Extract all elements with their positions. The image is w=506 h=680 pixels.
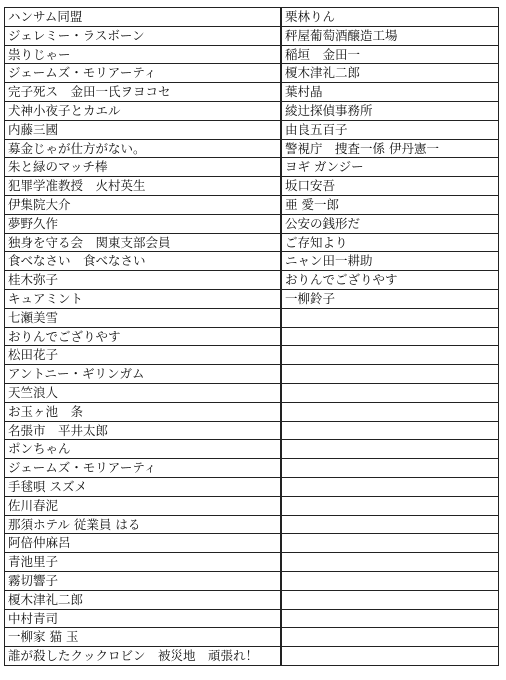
table-cell: キュアミント [5, 290, 281, 309]
table-cell: 犯罪学准教授 火村英生 [5, 177, 281, 196]
table-cell: 稲垣 金田一 [282, 46, 498, 65]
table-cell: 桂木弥子 [5, 271, 281, 290]
table-cell: ジェームズ・モリアーティ [5, 459, 281, 478]
table-cell: ジェレミー・ラスボーン [5, 27, 281, 46]
table-cell: ハンサム同盟 [5, 8, 281, 27]
table-cell: 青池里子 [5, 553, 281, 572]
table-cell: ポンちゃん [5, 440, 281, 459]
table-cell: ニャン田一耕助 [282, 252, 498, 271]
table-cell: 一柳鈴子 [282, 290, 498, 309]
table-cell: 佐川春泥 [5, 497, 281, 516]
table-cell [282, 572, 498, 591]
table-cell: 秤屋葡萄酒醸造工場 [282, 27, 498, 46]
table-cell: アントニー・ギリンガム [5, 365, 281, 384]
table-cell: ジェームズ・モリアーティ [5, 64, 281, 83]
table-cell [282, 534, 498, 553]
right-name-column [281, 7, 499, 666]
table-cell [282, 478, 498, 497]
table-cell [282, 591, 498, 610]
table-cell: 一柳家 猫 玉 [5, 628, 281, 647]
table-cell: おりんでござりやす [5, 328, 281, 347]
table-cell: 完子死ス 金田一氏ヲヨコセ [5, 83, 281, 102]
table-cell: 阿倍仲麻呂 [5, 534, 281, 553]
table-cell: 手毬唄 スズメ [5, 478, 281, 497]
table-cell [282, 610, 498, 629]
table-cell: 公安の銭形だ [282, 215, 498, 234]
table-cell: ご存知より [282, 234, 498, 253]
table-cell [282, 422, 498, 441]
table-cell [282, 497, 498, 516]
table-cell: 綾辻探偵事務所 [282, 102, 498, 121]
table-cell [282, 553, 498, 572]
name-list-table [4, 7, 499, 666]
table-cell: 葉村晶 [282, 83, 498, 102]
table-cell [282, 309, 498, 328]
left-name-column [4, 7, 281, 666]
table-cell: 犬神小夜子とカエル [5, 102, 281, 121]
table-cell: 独身を守る会 関東支部会員 [5, 234, 281, 253]
table-cell: 中村青司 [5, 610, 281, 629]
table-cell: 警視庁 捜査一係 伊丹憲一 [282, 140, 498, 159]
table-cell [282, 459, 498, 478]
table-cell: 霧切響子 [5, 572, 281, 591]
table-cell: 朱と緑のマッチ棒 [5, 158, 281, 177]
table-cell: ヨギ ガンジー [282, 158, 498, 177]
table-cell: お玉ヶ池 条 [5, 403, 281, 422]
table-cell [282, 384, 498, 403]
table-cell: 由良五百子 [282, 121, 498, 140]
table-cell: 亜 愛一郎 [282, 196, 498, 215]
table-cell: 坂口安吾 [282, 177, 498, 196]
table-cell: 内藤三國 [5, 121, 281, 140]
table-cell: 名張市 平井太郎 [5, 422, 281, 441]
table-cell: 松田花子 [5, 346, 281, 365]
table-cell: 誰が殺したクックロビン 被災地 頑張れ！ [5, 647, 281, 666]
table-cell: 天竺浪人 [5, 384, 281, 403]
table-cell: 伊集院大介 [5, 196, 281, 215]
table-cell [282, 516, 498, 535]
table-cell: 募金じゃが仕方がない。 [5, 140, 281, 159]
table-cell: 榎木津礼二郎 [5, 591, 281, 610]
table-cell [282, 365, 498, 384]
table-cell [282, 647, 498, 666]
table-cell: 栗林りん [282, 8, 498, 27]
table-cell [282, 328, 498, 347]
table-cell [282, 346, 498, 365]
table-cell: 食べなさい 食べなさい [5, 252, 281, 271]
table-cell: 那須ホテル 従業員 はる [5, 516, 281, 535]
table-cell [282, 440, 498, 459]
table-cell: 祟りじゃー [5, 46, 281, 65]
table-cell: 榎木津礼二郎 [282, 64, 498, 83]
table-cell: 七瀬美雪 [5, 309, 281, 328]
table-cell: おりんでござりやす [282, 271, 498, 290]
table-cell: 夢野久作 [5, 215, 281, 234]
table-cell [282, 628, 498, 647]
table-cell [282, 403, 498, 422]
